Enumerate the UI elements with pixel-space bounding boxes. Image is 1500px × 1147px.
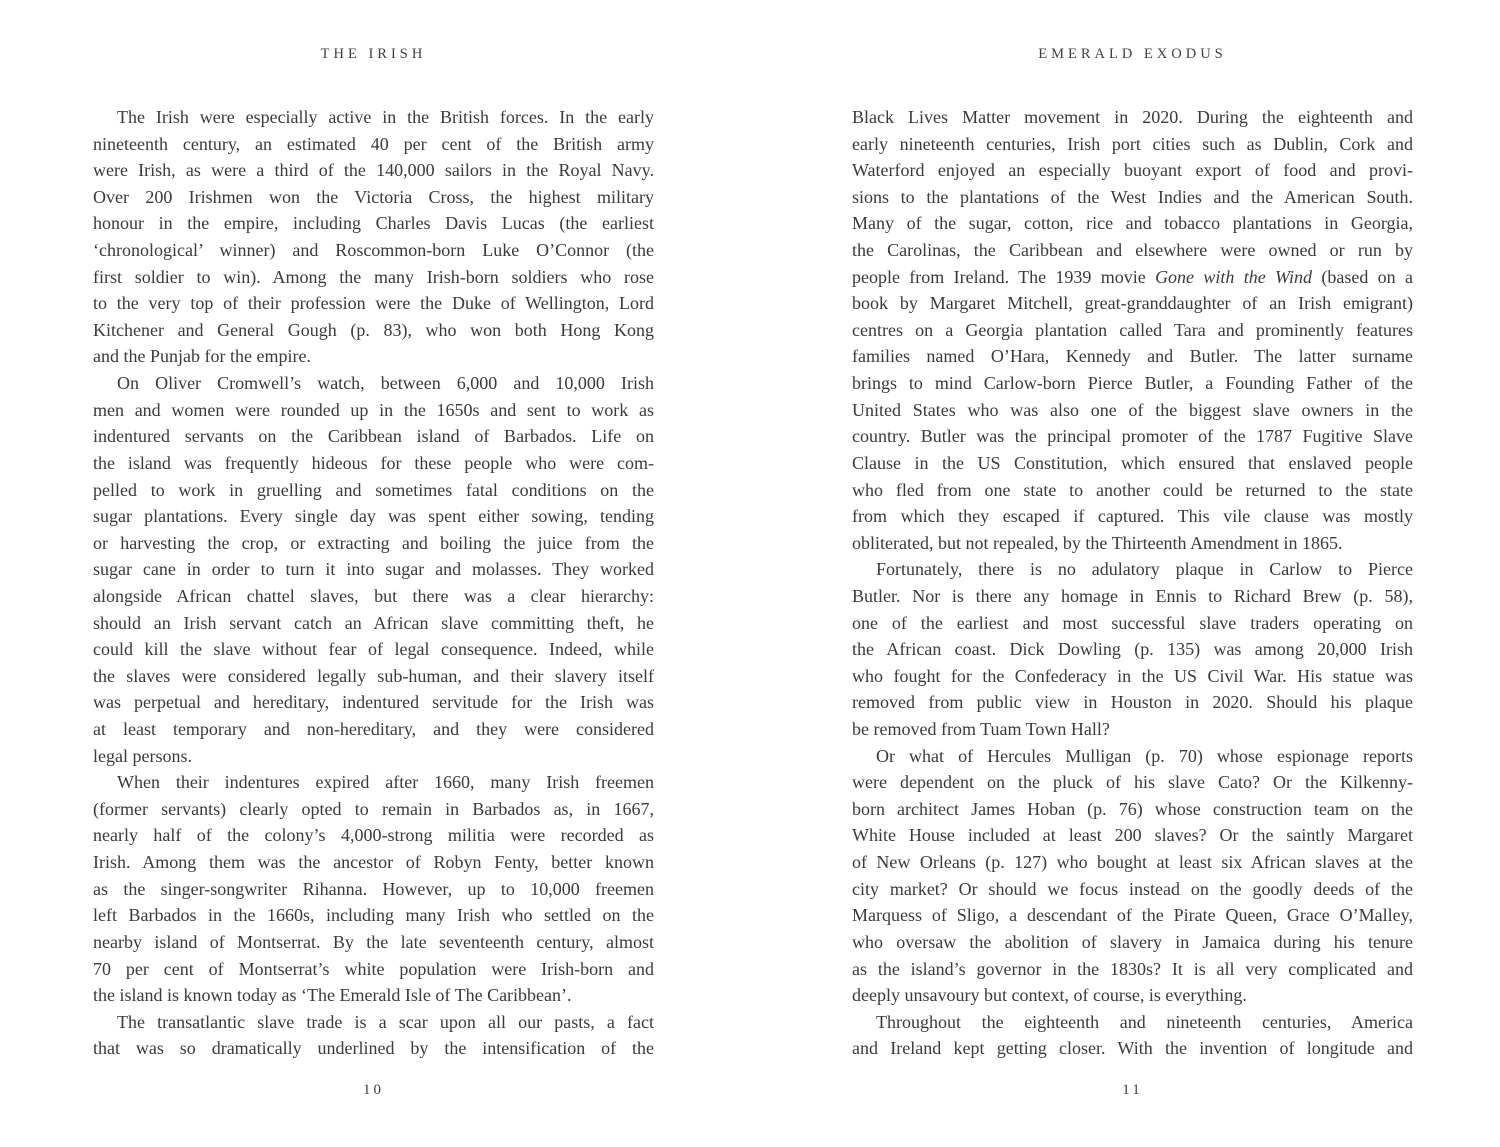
text-line: (former servants) clearly opted to remain in Barbados as, in 1667, [93, 798, 654, 819]
text-line: The Irish were especially active in the British forces. In the early [117, 107, 654, 127]
text-line: Clause in the US Constitution, which ensured that enslaved people [852, 452, 1413, 473]
text-line: alongside African chattel slaves, but there was a clear hierarchy: [93, 585, 654, 606]
text-line: the island is known today as ‘The Emerald Isle of The Caribbean’. [93, 985, 572, 1006]
text-line: men and women were rounded up in the 1650s and sent to work as [93, 399, 654, 420]
text-line: the African coast. Dick Dowling (p. 135) was among 20,000 Irish [852, 639, 1413, 660]
text-line: to the very top of their profession were the Duke of Wellington, Lord [93, 293, 654, 314]
text-line: left Barbados in the 1660s, including many Irish who settled on the [93, 905, 654, 926]
text-line: and the Punjab for the empire. [93, 346, 311, 367]
text-line: Fortunately, there is no adulatory plaque in Carlow to Pierce [876, 559, 1413, 580]
text-line: The transatlantic slave trade is a scar upon all our pasts, a fact [117, 1011, 654, 1032]
text-line: pelled to work in gruelling and sometimes fatal conditions on the [93, 479, 654, 500]
text-line: were dependent on the pluck of his slave Cato? Or the Kilkenny- [852, 772, 1413, 793]
text-line: the Carolinas, the Caribbean and elsewhere were owned or run by [852, 240, 1413, 261]
text-line: were Irish, as were a third of the 140,000 sailors in the Royal Navy. [93, 160, 654, 181]
text-line: or harvesting the crop, or extracting and boiling the juice from the [93, 532, 654, 553]
text-line: indentured servants on the Caribbean island of Barbados. Life on [93, 426, 654, 447]
text-line: that was so dramatically underlined by the intensification of the [93, 1038, 654, 1059]
text-line: 70 per cent of Montserrat’s white population were Irish-born and [93, 958, 654, 979]
text-line: Many of the sugar, cotton, rice and tobacco plantations in Georgia, [852, 213, 1413, 234]
text-line: early nineteenth centuries, Irish port cities such as Dublin, Cork and [852, 133, 1413, 154]
text-line: nearby island of Montserrat. By the late seventeenth century, almost [93, 931, 654, 952]
text-line: Or what of Hercules Mulligan (p. 70) whose espionage reports [876, 745, 1413, 766]
text-line: On Oliver Cromwell’s watch, between 6,000 and 10,000 Irish [117, 373, 654, 394]
text-line: who oversaw the abolition of slavery in Jamaica during his tenure [852, 931, 1413, 952]
running-header-right: EMERALD EXODUS [1038, 46, 1227, 62]
text-line: born architect James Hoban (p. 76) whose construction team on the [852, 798, 1413, 819]
text-line: obliterated, but not repealed, by the Thirteenth Amendment in 1865. [852, 532, 1343, 553]
text-line: country. Butler was the principal promoter of the 1787 Fugitive Slave [852, 426, 1413, 447]
text-line: Irish. Among them was the ancestor of Robyn Fenty, better known [93, 852, 654, 873]
text-line: book by Margaret Mitchell, great-granddaughter of an Irish emigrant) [852, 293, 1413, 314]
text-line: was perpetual and hereditary, indentured servitude for the Irish was [93, 692, 654, 713]
right-page [852, 0, 1413, 1147]
text-line: sugar cane in order to turn it into sugar and molasses. They worked [93, 559, 654, 580]
text-line: When their indentures expired after 1660, many Irish freemen [117, 772, 654, 793]
text-line: deeply unsavoury but context, of course, is everything. [852, 985, 1247, 1006]
text-line: ‘chronological’ winner) and Roscommon-born Luke O’Connor (the [93, 240, 654, 261]
page-body-right [852, 104, 1413, 1062]
page-number-left: 10 [363, 1082, 384, 1098]
text-line: centres on a Georgia plantation called Tara and prominently features [852, 319, 1413, 340]
text-line: Marquess of Sligo, a descendant of the Pirate Queen, Grace O’Malley, [852, 905, 1413, 926]
text-line: Throughout the eighteenth and nineteenth centuries, America [876, 1011, 1413, 1032]
text-line: who fought for the Confederacy in the US Civil War. His statue was [852, 665, 1413, 686]
text-line: sugar plantations. Every single day was spent either sowing, tending [93, 506, 654, 527]
text-line: could kill the slave without fear of legal consequence. Indeed, while [93, 639, 654, 660]
text-line: the island was frequently hideous for these people who were com- [93, 452, 654, 473]
page-body-left [93, 104, 654, 1062]
text-line: as the island’s governor in the 1830s? It is all very complicated and [852, 958, 1413, 979]
text-line: nineteenth century, an estimated 40 per cent of the British army [93, 133, 654, 154]
text-line: legal persons. [93, 745, 192, 766]
text-line: families named O’Hara, Kennedy and Butler. The latter surname [852, 346, 1413, 367]
running-header-left: THE IRISH [320, 46, 427, 62]
text-line: the slaves were considered legally sub-human, and their slavery itself [93, 665, 654, 686]
text-line: White House included at least 200 slaves? Or the saintly Margaret [852, 825, 1413, 846]
text-line: Black Lives Matter movement in 2020. During the eighteenth and [852, 107, 1413, 127]
text-line: Waterford enjoyed an especially buoyant export of food and provi- [852, 160, 1413, 181]
text-line: at least temporary and non-hereditary, and they were considered [93, 719, 654, 740]
text-line: removed from public view in Houston in 2020. Should his plaque [852, 692, 1413, 713]
text-line: should an Irish servant catch an African slave committing theft, he [93, 612, 654, 633]
text-line: nearly half of the colony’s 4,000-strong militia were recorded as [93, 825, 654, 846]
text-line: one of the earliest and most successful slave traders operating on [852, 612, 1413, 633]
text-line: Kitchener and General Gough (p. 83), who won both Hong Kong [93, 319, 654, 340]
text-line: as the singer-songwriter Rihanna. However, up to 10,000 freemen [93, 878, 654, 899]
text-line: sions to the plantations of the West Indies and the American South. [852, 186, 1413, 207]
text-line: be removed from Tuam Town Hall? [852, 719, 1110, 740]
text-line: Over 200 Irishmen won the Victoria Cross, the highest military [93, 186, 654, 207]
text-line: people from Ireland. The 1939 movie Gone with the Wind (based on a [852, 266, 1413, 287]
text-line: honour in the empire, including Charles Davis Lucas (the earliest [93, 213, 654, 234]
text-line: city market? Or should we focus instead on the goodly deeds of the [852, 878, 1413, 899]
text-line: from which they escaped if captured. This vile clause was mostly [852, 506, 1413, 527]
page-number-right: 11 [1122, 1082, 1143, 1098]
text-line: of New Orleans (p. 127) who bought at least six African slaves at the [852, 852, 1413, 873]
text-line: brings to mind Carlow-born Pierce Butler, a Founding Father of the [852, 373, 1413, 394]
text-line: and Ireland kept getting closer. With the invention of longitude and [852, 1038, 1413, 1059]
text-line: United States who was also one of the biggest slave owners in the [852, 399, 1413, 420]
left-page [93, 0, 654, 1147]
text-line: Butler. Nor is there any homage in Ennis to Richard Brew (p. 58), [852, 585, 1413, 606]
text-line: first soldier to win). Among the many Irish-born soldiers who rose [93, 266, 654, 287]
text-line: who fled from one state to another could be returned to the state [852, 479, 1413, 500]
